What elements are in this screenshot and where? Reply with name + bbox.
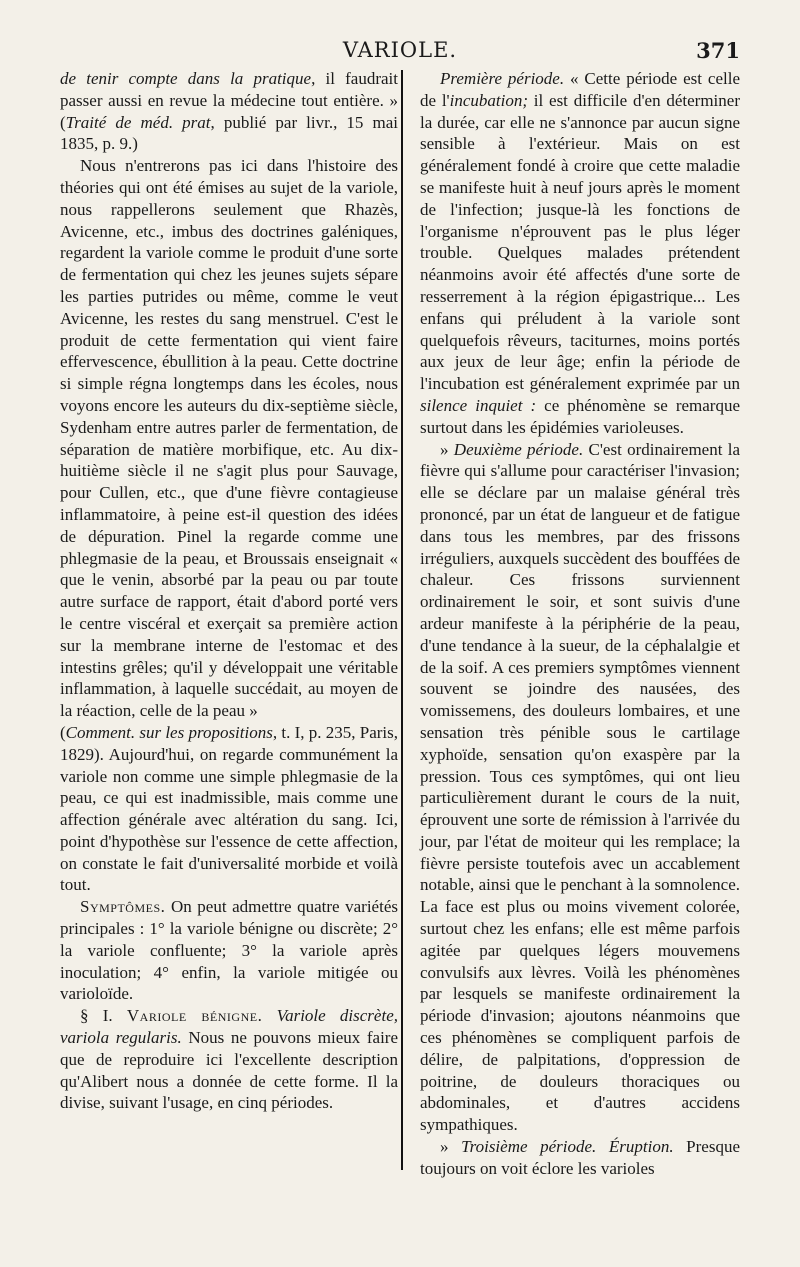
citation-title: Traité de méd. prat — [65, 112, 211, 132]
text-run: On peut admettre quatre variétés principales : 1° la variole bénigne ou discrète; 2° la variole confluente; 3° la variole après inoculation; 4° enfin, la variole mitigée ou varioloïde. — [60, 897, 398, 1004]
left-paragraph-variole-benigne — [60, 1005, 398, 1114]
section-number: § I. — [80, 1006, 127, 1026]
text-run: , il faudrait passer aussi en revue la médecine tout entière. » ( — [60, 69, 398, 132]
text-run: C'est ordinairement la fièvre qui s'allume pour caractériser l'invasion; elle se déclare par un malaise général très prononcé, par un état de langueur et de fatigue dans tous les membres, par des frissons irréguliers, auxquels succèdent des bouffées de chaleur. Ces frissons surviennent ordinairement le soir, et sont suivis d'une ardeur manifeste à la périphérie de la peau, d'une tendance à la sueur, de la céphalalgie et de la soif. A ces premiers symptômes viennent souvent se joindre des nausées, des vomissemens, des douleurs lombaires, et une sensation très pénible sous le cartilage xyphoïde, sensation qu'on exaspère par la pression. Tous ces symptômes, qui ont lieu particulièrement durant le cours de la nuit, éprouvent une sorte de rémission à l'arrivée du jour, par l'état de moiteur qui les remplace; la fièvre persiste toutefois avec un accablement notable, ainsi que le penchant à la somnolence. La face est plus ou moins vivement colorée, surtout chez les enfans; elle est même parfois agitée par quelques légers mouvemens convulsifs aux lèvres. Voilà les phénomènes par lesquels se manifeste ordinairement la période d'invasion; ajoutons néanmoins que ces phénomènes se compliquent parfois de délire, de palpitations, d'oppression de poitrine, de douleurs thoraciques ou abdominales, et d'autres accidens sympathiques. — [420, 439, 741, 1135]
left-paragraph-symptomes — [60, 896, 398, 1005]
column-divider — [401, 70, 403, 1170]
italic-run: silence inquiet : — [420, 395, 537, 415]
italic-run: incubation; — [449, 90, 529, 110]
right-paragraph-2 — [420, 439, 740, 1137]
text-run: , t. I, p. 235, Paris, 1829). Aujourd'hui, on regarde communément la variole non comme une simple phlegmasie de la peau, ce qui est inadmissible, mais comme une affection générale avec altération du sang. Ici, point d'hypothèse sur l'essence de cette affection, on constate le fait d'universalité morbide et voilà tout. — [60, 722, 398, 895]
text-run: Presque toujours on voit éclore les varioles — [420, 1137, 741, 1178]
right-column — [420, 68, 740, 1180]
running-title: VARIOLE. — [342, 38, 458, 62]
text-run: « Cette période est celle de l' — [420, 69, 740, 110]
italic-run: Première période. — [440, 69, 565, 88]
italic-run: Troisième période. Éruption. — [461, 1137, 674, 1157]
left-column — [60, 68, 398, 1114]
italic-run: de tenir compte dans la pratique — [60, 69, 312, 88]
text-run: » — [440, 439, 454, 459]
italic-run: Variole discrète, variola regularis. — [60, 1006, 398, 1048]
left-paragraph-2-citation — [60, 722, 398, 896]
text-run: ( — [60, 722, 66, 742]
text-run: » — [440, 1137, 462, 1157]
text-run: , publié par livr., 15 mai 1835, p. 9.) — [60, 112, 398, 154]
page-header — [60, 38, 740, 68]
right-paragraph-1 — [420, 68, 740, 439]
left-paragraph-1 — [60, 68, 398, 155]
citation-title: Comment. sur les propositions — [65, 722, 273, 742]
left-paragraph-2: Nous n'entrerons pas ici dans l'histoire des théories qui ont été émises au sujet de la variole, nous rappellerons seulement que Rhazès, Avicenne, etc., imbus des doctrines galéniques, regardent la variole comme le produit d'une sorte de fermentation qui chez les jeunes sujets sépare les parties putrides ou même, comme le veut Avicenne, les restes du sang menstruel. C'est le produit de cette fermentation qui vient faire effervescence, ébullition à la peau. Cette doctrine si simple régna longtemps dans les écoles, nous voyons encore les auteurs du dix-septième siècle, Sydenham entre autres parler de fermentation, de séparation de matière morbifique, etc. Au dix-huitième siècle il ne s'agit plus pour Sauvage, pour Cullen, etc., que d'une fièvre contagieuse inflammatoire, à peine est-il question des idées de dépuration. Pinel la regarde comme une phlegmasie de la peau, et Broussais enseignait « que le venin, absorbé par la peau ou par toute autre surface de rapport, était d'abord porté vers le centre viscéral et exerçait sa première action sur la membrane interne de l'estomac et des intestins grêles; qu'il y développait une véritable inflammation, à laquelle succédait, au moyen de la réaction, celle de la peau » — [60, 156, 398, 721]
text-run: il est difficile d'en déterminer la durée, car elle ne s'annonce par aucun signe sensible à l'extérieur. Mais on est généralement fondé à croire que cette maladie se manifeste huit à neuf jours après le moment de l'infection; jusque-là les fonctions de l'organisme n'éprouvent pas le plus léger trouble. Quelques malades prétendent néanmoins avoir été affectés d'une sorte de resserrement à la région épigastrique... Les enfans qui préludent à la variole sont quelquefois rêveurs, taciturnes, moins portés aux jeux de leur âge; enfin la période de l'incubation est généralement exprimée par un — [420, 90, 740, 394]
right-paragraph-3 — [420, 1136, 740, 1180]
section-label: Variole bénigne. — [126, 1006, 263, 1026]
italic-run: Deuxième période. — [453, 439, 584, 459]
section-label: Symptômes. — [80, 897, 166, 917]
page-number: 371 — [696, 38, 740, 63]
text-run: ce phénomène se remarque surtout dans les épidémies varioleuses. — [420, 395, 741, 437]
text-run: Nous ne pouvons mieux faire que de reproduire ici l'excellente description qu'Alibert nous a donnée de cette forme. Il la divise, suivant l'usage, en cinq périodes. — [60, 1028, 398, 1113]
